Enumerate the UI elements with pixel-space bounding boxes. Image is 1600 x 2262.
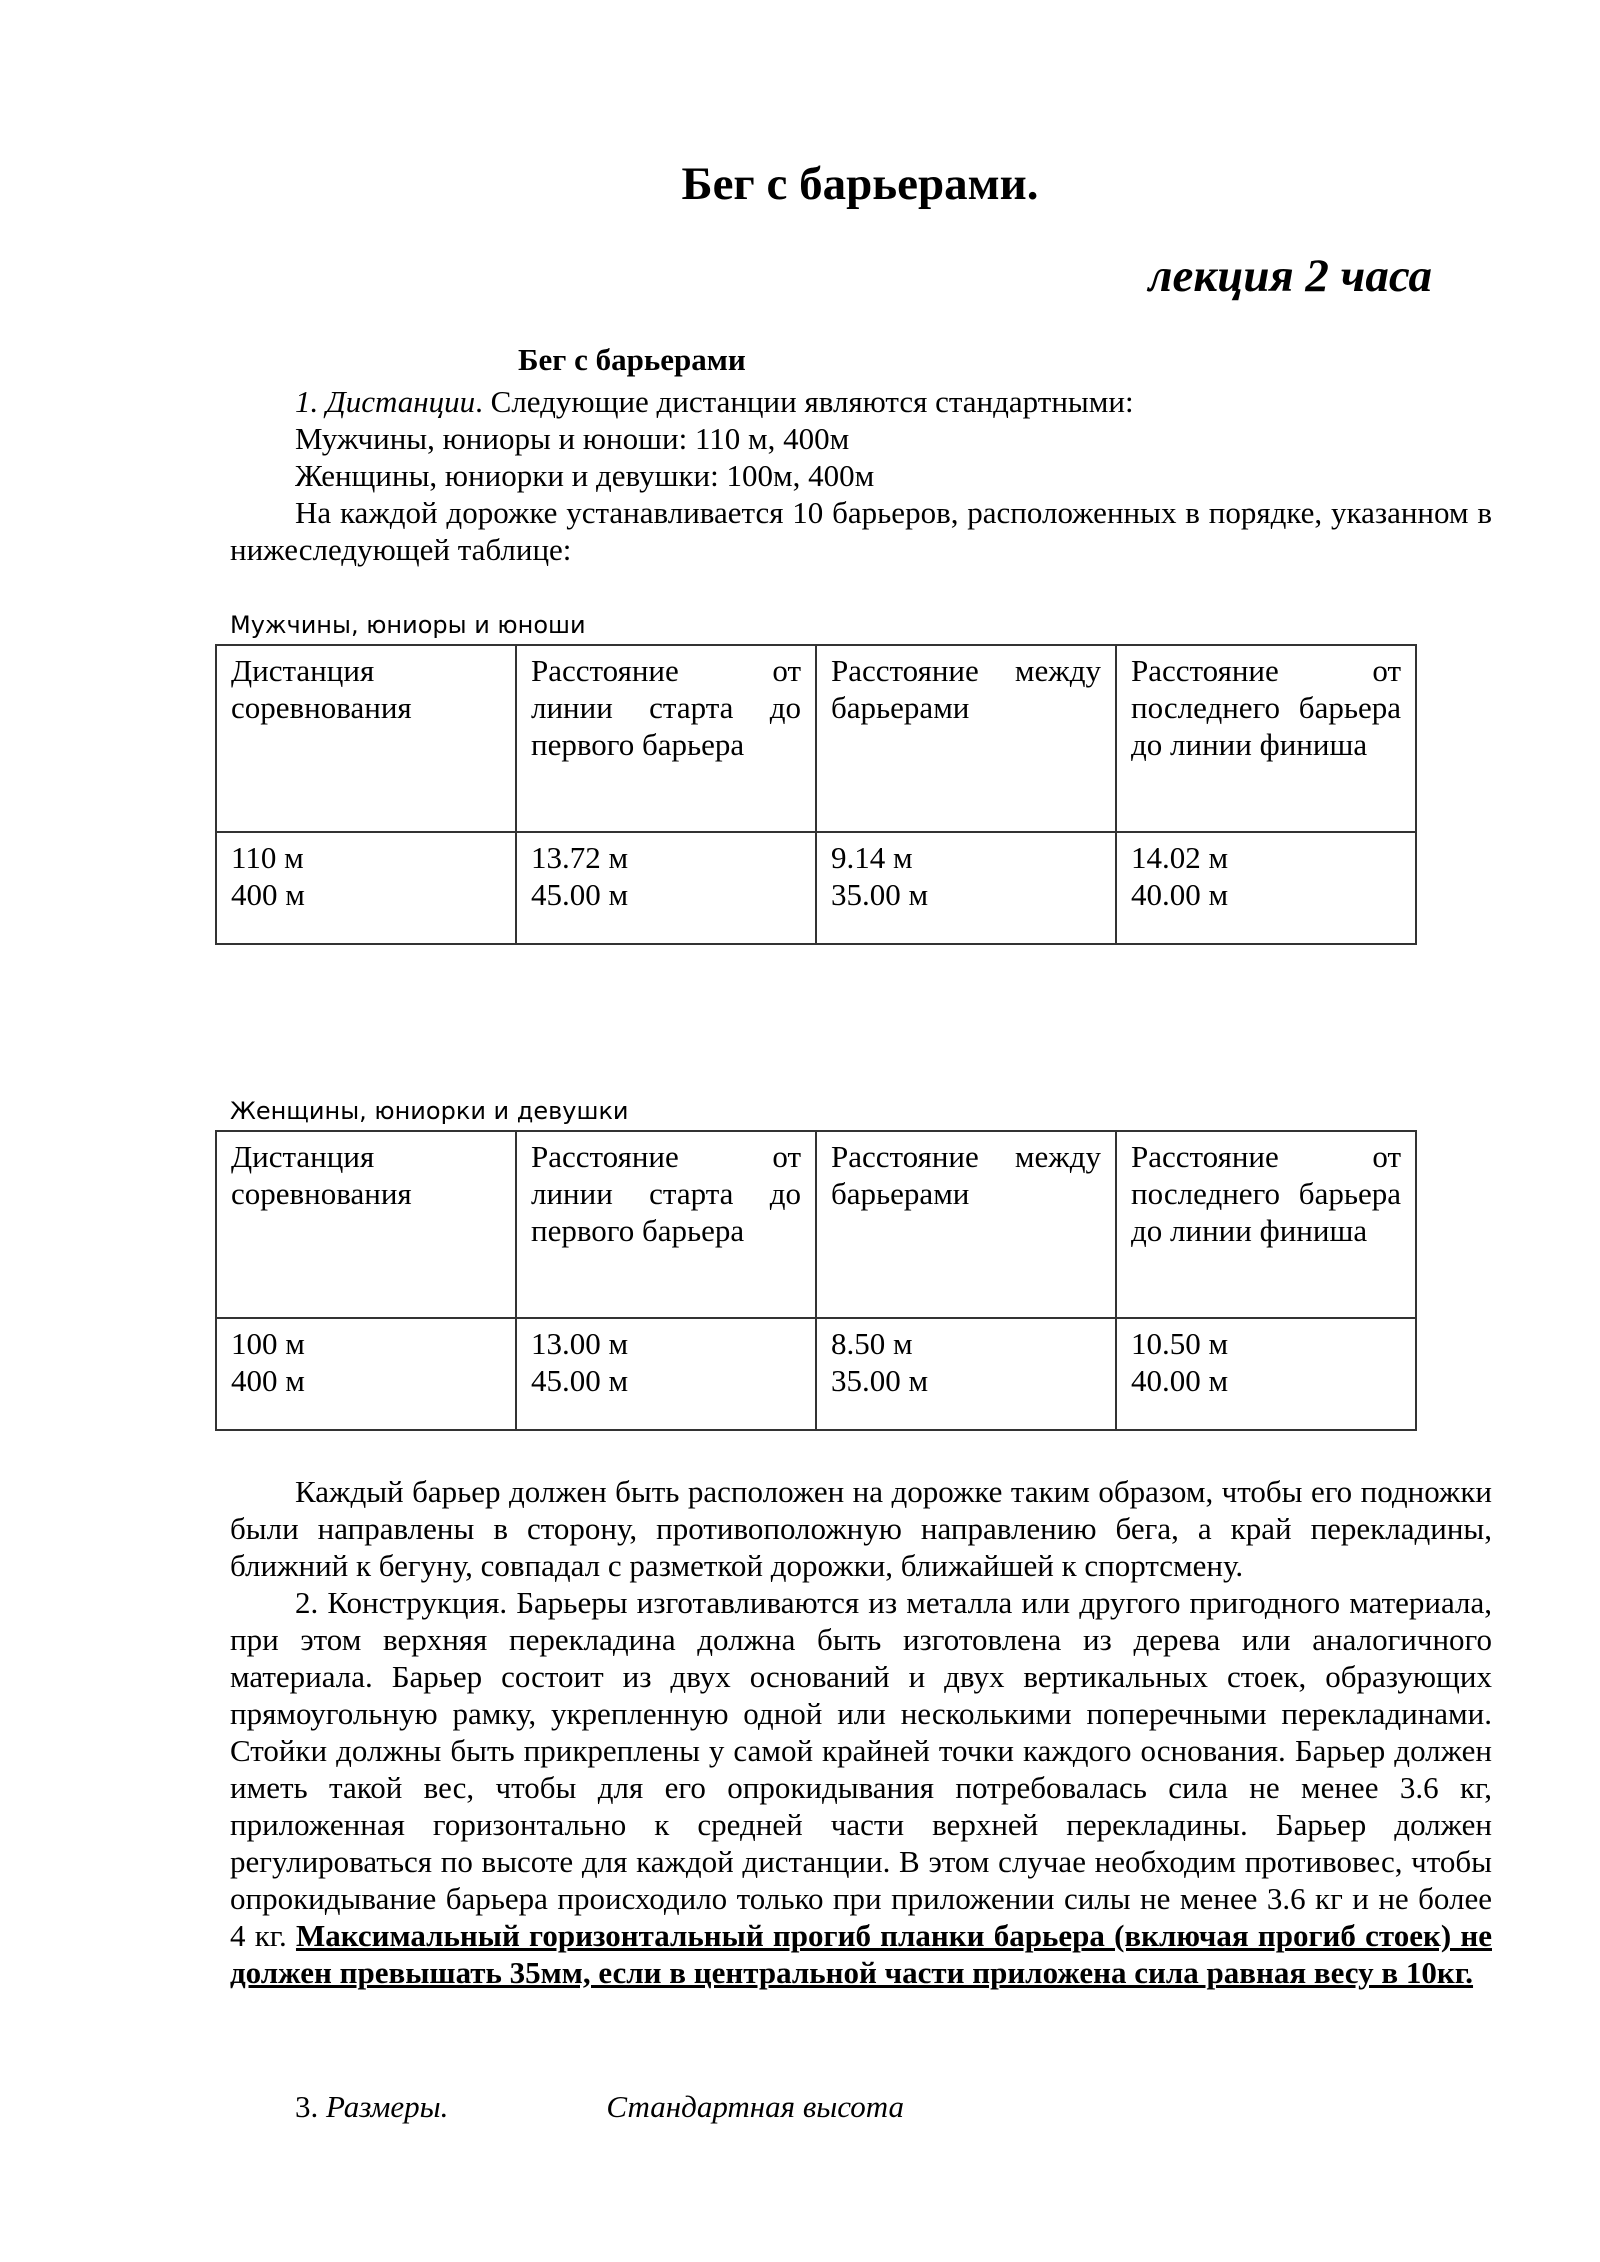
table-cell [516, 832, 816, 944]
table-header-cell: Дистанция соревнования [216, 645, 516, 832]
construction-paragraph [230, 1584, 1492, 1991]
item1-label: Дистанции [326, 384, 476, 419]
cell-value: 9.14 м [831, 840, 913, 875]
cell-value: 45.00 м [531, 877, 629, 912]
document-title: Бег с барьерами. [681, 158, 1039, 210]
cell-value: 400 м [231, 877, 305, 912]
table-header-cell: Расстояние от последнего барьера до линии финиша [1116, 1131, 1416, 1318]
cell-value: 400 м [231, 1363, 305, 1398]
cell-value: 40.00 м [1131, 877, 1229, 912]
table-header-cell: Расстояние от последнего барьера до линии финиша [1116, 645, 1416, 832]
women-distances-line: Женщины, юниорки и девушки: 100м, 400м [295, 458, 875, 493]
body-block [230, 1473, 1492, 1991]
item3-right-label: Стандартная высота [606, 2089, 905, 2124]
cell-value: 100 м [231, 1326, 305, 1361]
cell-value: 45.00 м [531, 1363, 629, 1398]
women-table-caption: Женщины, юниорки и девушки [230, 1097, 629, 1125]
men-hurdles-table [215, 644, 1417, 945]
table-row [216, 832, 1416, 944]
cell-value: 14.02 м [1131, 840, 1229, 875]
cell-value: 13.00 м [531, 1326, 629, 1361]
item3-label: Размеры. [326, 2089, 449, 2124]
dimensions-line [295, 2088, 904, 2125]
table-header-cell: Расстояние от линии старта до первого барьера [516, 645, 816, 832]
table-cell [516, 1318, 816, 1430]
construction-bold-text: Максимальный горизонтальный прогиб планки барьера (включая прогиб стоек) не должен превышать 35мм, если в центральной части приложена сила равная весу в 10кг. [230, 1918, 1492, 1990]
cell-value: 8.50 м [831, 1326, 913, 1361]
placement-paragraph: Каждый барьер должен быть расположен на дорожке таким образом, чтобы его подножки были направлены в сторону, противоположную направлению бега, а край перекладины, ближний к бегуну, совпадал с разметкой дорожки, ближайшей к спортсмену. [230, 1474, 1492, 1583]
cell-value: 40.00 м [1131, 1363, 1229, 1398]
construction-text: 2. Конструкция. Барьеры изготавливаются из металла или другого пригодного материала, при этом верхняя перекладина должна быть изготовлена из дерева или аналогичного материала. Барьер состоит из двух оснований и двух вертикальных стоек, образующих прямоугольную рамку, укрепленную одной или несколькими поперечными перекладинами. Стойки должны быть прикреплены у самой крайней точки каждого основания. Барьер должен иметь такой вес, чтобы для его опрокидывания потребовалась сила не менее 3.6 кг, приложенная горизонтально к средней части верхней перекладины. Барьер должен регулироваться по высоте для каждой дистанции. В этом случае необходим противовес, чтобы опрокидывание барьера происходило только при приложении силы не менее 3.6 кг и не более 4 кг. [230, 1585, 1492, 1953]
women-hurdles-table [215, 1130, 1417, 1431]
table-cell [816, 832, 1116, 944]
table-header-row [216, 645, 1416, 832]
section-heading: Бег с барьерами [518, 342, 746, 377]
table-header-cell: Расстояние между барьерами [816, 1131, 1116, 1318]
cell-value: 13.72 м [531, 840, 629, 875]
hurdles-count-paragraph: На каждой дорожке устанавливается 10 барьеров, расположенных в порядке, указанном в нижеследующей таблице: [230, 495, 1492, 567]
cell-value: 110 м [231, 840, 304, 875]
table-cell [816, 1318, 1116, 1430]
cell-value: 35.00 м [831, 1363, 929, 1398]
table-header-cell: Дистанция соревнования [216, 1131, 516, 1318]
table-row [216, 1318, 1416, 1430]
cell-value: 35.00 м [831, 877, 929, 912]
item1-text: . Следующие дистанции являются стандартными: [475, 384, 1134, 419]
item1-number: 1. [295, 384, 319, 419]
men-distances-line: Мужчины, юниоры и юноши: 110 м, 400м [295, 421, 850, 456]
cell-value: 10.50 м [1131, 1326, 1229, 1361]
table-cell [216, 832, 516, 944]
document-subtitle: лекция 2 часа [1148, 250, 1432, 302]
item3-number: 3. [295, 2089, 326, 2124]
intro-block [230, 383, 1492, 568]
table-cell [1116, 832, 1416, 944]
table-header-row [216, 1131, 1416, 1318]
table-cell [216, 1318, 516, 1430]
men-table-caption: Мужчины, юниоры и юноши [230, 611, 586, 639]
table-header-cell: Расстояние от линии старта до первого барьера [516, 1131, 816, 1318]
table-header-cell: Расстояние между барьерами [816, 645, 1116, 832]
table-cell [1116, 1318, 1416, 1430]
distances-line [230, 383, 1492, 420]
